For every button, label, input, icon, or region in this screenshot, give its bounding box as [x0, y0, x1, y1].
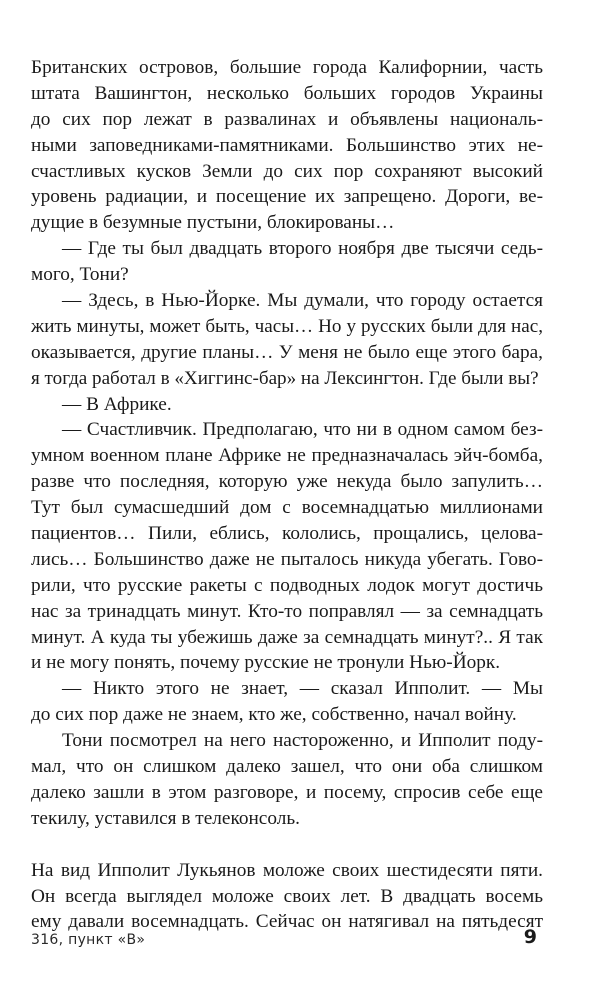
text-line: лись… Большинство даже не пыталось никуда убегать. Гово- [31, 548, 543, 570]
running-title: 316, пункт «В» [31, 932, 146, 948]
text-line: я тогда работал в «Хиггинс-бар» на Лексингтон. Где были вы? [31, 367, 539, 389]
text-line: жить минуты, может быть, часы… Но у русских были для нас, [31, 315, 543, 337]
text-line: до сих пор лежат в развалинах и объявлены националь- [31, 108, 543, 130]
text-line: счастливых кусков Земли до сих пор сохраняют высокий [31, 160, 543, 182]
text-line: до сих пор даже не знаем, кто же, собственно, начал войну. [31, 704, 517, 726]
dialogue-line: — Здесь, в Нью-Йорке. Мы думали, что городу остается [62, 290, 543, 312]
text-line: Он всегда выглядел моложе своих лет. В двадцать восемь [31, 885, 543, 907]
body-text [31, 55, 543, 935]
text-line: далеко зашли в этом разговоре, и посему, спросив себе еще [31, 781, 543, 803]
text-line: штата Вашингтон, несколько больших городов Украины [31, 82, 543, 104]
dialogue-line: — Счастливчик. Предполагаю, что ни в одном самом без- [62, 419, 543, 441]
dialogue-line: — Где ты был двадцать второго ноября две тысячи седь- [62, 238, 543, 260]
text-line: ему давали восемнадцать. Сейчас он натягивал на пятьдесят [31, 911, 543, 933]
text-line: дущие в безумные пустыни, блокированы… [31, 212, 395, 234]
text-line: минут. А куда ты убежишь даже за семнадцать минут?.. Я так [31, 626, 543, 648]
text-line: мал, что он слишком далеко зашел, что они оба слишком [31, 756, 543, 778]
text-line: пациентов… Пили, еблись, кололись, прощались, целова- [31, 523, 543, 545]
text-line: разве что последняя, которую уже некуда было запулить… [31, 471, 543, 493]
page-number: 9 [523, 926, 537, 948]
text-line: мого, Тони? [31, 264, 129, 286]
page-footer [31, 924, 537, 954]
text-line: и не могу понять, почему русские не тронули Нью-Йорк. [31, 652, 501, 674]
paragraph-first-line: Тони посмотрел на него настороженно, и Ипполит поду- [62, 730, 543, 752]
text-line: Тут был сумасшедший дом с восемнадцатью миллионами [31, 497, 543, 519]
dialogue-line: — В Африке. [62, 393, 172, 415]
section-break [31, 832, 543, 858]
text-line: На вид Ипполит Лукьянов моложе своих шестидесяти пяти. [31, 859, 543, 881]
dialogue-line: — Никто этого не знает, — сказал Ипполит. — Мы [62, 678, 543, 700]
text-line: уровень радиации, и посещение их запрещено. Дороги, ве- [31, 186, 543, 208]
text-line: текилу, уставился в телеконсоль. [31, 807, 300, 829]
text-line: рили, что русские ракеты с подводных лодок могут достичь [31, 574, 543, 596]
text-line: нас за тринадцать минут. Кто-то поправлял — за семнадцать [31, 600, 543, 622]
text-line: оказывается, другие планы… У меня не было еще этого бара, [31, 341, 543, 363]
text-line: Британских островов, большие города Калифорнии, часть [31, 57, 543, 78]
text-line: умном военном плане Африке не предназначалась эйч-бомба, [31, 445, 543, 467]
text-line: ными заповедниками-памятниками. Большинство этих не- [31, 134, 543, 156]
